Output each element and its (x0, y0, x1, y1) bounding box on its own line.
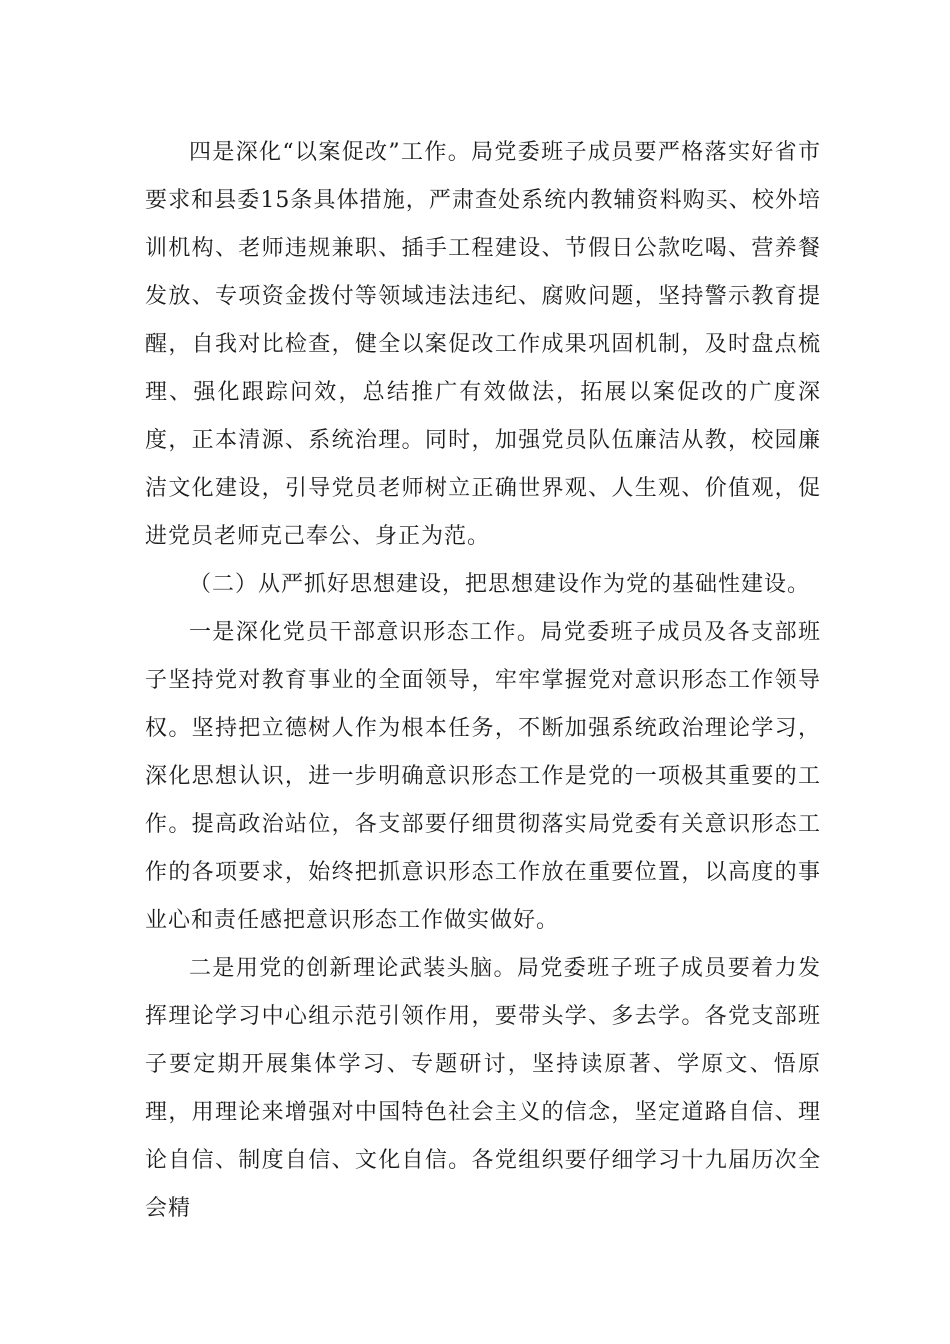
document-body (145, 129, 821, 1233)
paragraph-ideology-work: 一是深化党员干部意识形态工作。局党委班子成员及各支部班子坚持党对教育事业的全面领导，牢牢掌握党对意识形态工作领导权。坚持把立德树人作为根本任务，不断加强系统政治理论学习，深化思想认识，进一步明确意识形态工作是党的一项极其重要的工作。提高政治站位，各支部要仔细贯彻落实局党委有关意识形态工作的各项要求，始终把抓意识形态工作放在重要位置，以高度的事业心和责任感把意识形态工作做实做好。 (145, 620, 821, 933)
section-heading-ideology: （二）从严抓好思想建设，把思想建设作为党的基础性建设。 (189, 572, 811, 597)
paragraph-theory-study: 二是用党的创新理论武装头脑。局党委班子班子成员要着力发挥理论学习中心组示范引领作用，要带头学、多去学。各党支部班子要定期开展集体学习、专题研讨，坚持读原著、学原文、悟原理，用理论来增强对中国特色社会主义的信念，坚定道路自信、理论自信、制度自信、文化自信。各党组织要仔细学习十九届历次全会精 (145, 956, 821, 1221)
paragraph-case-reform: 四是深化“以案促改”工作。局党委班子成员要严格落实好省市要求和县委15条具体措施，严肃查处系统内教辅资料购买、校外培训机构、老师违规兼职、插手工程建设、节假日公款吃喝、营养餐发放、专项资金拨付等领域违法违纪、腐败问题，坚持警示教育提醒，自我对比检查，健全以案促改工作成果巩固机制，及时盘点梳理、强化跟踪问效，总结推广有效做法，拓展以案促改的广度深度，正本清源、系统治理。同时，加强党员队伍廉洁从教，校园廉洁文化建设，引导党员老师树立正确世界观、人生观、价值观，促进党员老师克己奉公、身正为范。 (145, 140, 821, 549)
